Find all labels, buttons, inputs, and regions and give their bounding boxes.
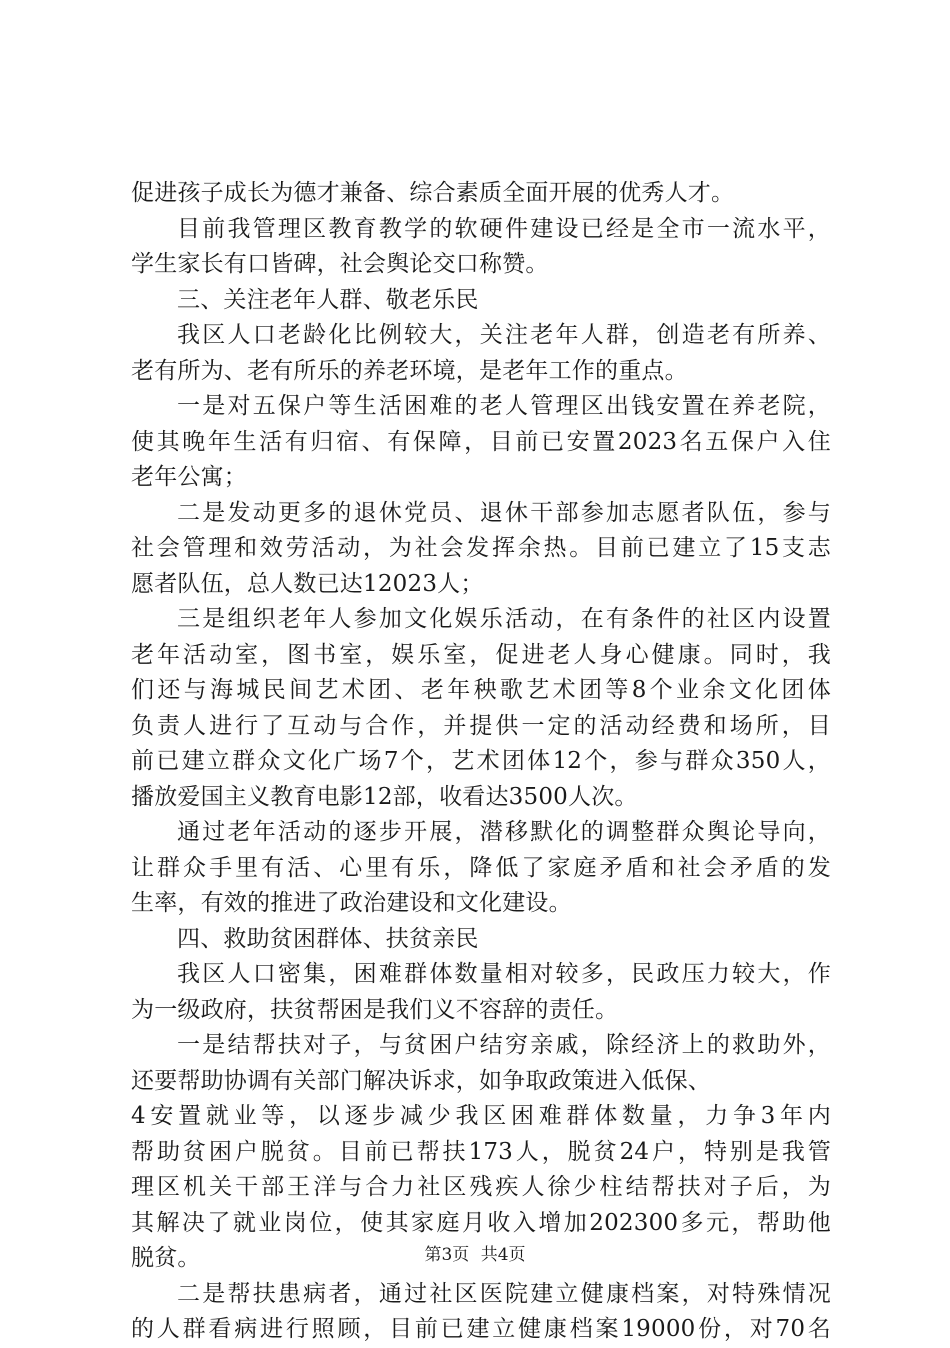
text-line: 负责人进行了互动与合作，并提供一定的活动经费和场所，目 bbox=[131, 712, 831, 739]
text-line: 的人群看病进行照顾，目前已建立健康档案19000份，对70名 bbox=[131, 1316, 831, 1342]
page-footer bbox=[0, 1243, 950, 1267]
text-line: 使其晚年生活有归宿、有保障，目前已安置2023名五保户入住 bbox=[131, 428, 831, 455]
text-line: 老年活动室，图书室，娱乐室，促进老人身心健康。同时，我 bbox=[131, 641, 831, 668]
text-line: 前已建立群众文化广场7个，艺术团体12个，参与群众350人， bbox=[131, 748, 831, 774]
text-line: 老年公寓； bbox=[131, 464, 247, 490]
text-line: 促进孩子成长为德才兼备、综合素质全面开展的优秀人才。 bbox=[131, 180, 735, 206]
text-line: 理区机关干部王洋与合力社区残疾人徐少柱结帮扶对子后，为 bbox=[131, 1174, 831, 1200]
text-line: 为一级政府，扶贫帮困是我们义不容辞的责任。 bbox=[131, 996, 619, 1023]
page-total: 共4页 bbox=[480, 1245, 526, 1265]
text-line: 二是帮扶患病者，通过社区医院建立健康档案，对特殊情况 bbox=[177, 1280, 831, 1307]
text-line: 老有所为、老有所乐的养老环境，是老年工作的重点。 bbox=[131, 357, 688, 384]
text-line: 帮助贫困户脱贫。目前已帮扶173人，脱贫24户，特别是我管 bbox=[131, 1138, 831, 1165]
text-line: 社会管理和效劳活动，为社会发挥余热。目前已建立了15支志 bbox=[131, 535, 831, 561]
text-line: 们还与海城民间艺术团、老年秧歌艺术团等8个业余文化团体 bbox=[131, 677, 831, 703]
text-line: 脱贫。 bbox=[131, 1245, 201, 1271]
text-line: 还要帮助协调有关部门解决诉求，如争取政策进入低保、 bbox=[131, 1067, 711, 1094]
text-line: 其解决了就业岗位，使其家庭月收入增加202300多元，帮助他 bbox=[131, 1209, 831, 1236]
text-line: 4安置就业等，以逐步减少我区困难群体数量，力争3年内 bbox=[131, 1103, 831, 1129]
text-line: 二是发动更多的退休党员、退休干部参加志愿者队伍，参与 bbox=[177, 499, 831, 526]
text-line: 愿者队伍，总人数已达12023人； bbox=[131, 570, 484, 597]
text-line: 我区人口密集，困难群体数量相对较多，民政压力较大，作 bbox=[177, 961, 831, 987]
text-line: 四、救助贫困群体、扶贫亲民 bbox=[177, 925, 479, 952]
text-line: 播放爱国主义教育电影12部，收看达3500人次。 bbox=[131, 783, 638, 810]
text-line: 让群众手里有活、心里有乐，降低了家庭矛盾和社会矛盾的发 bbox=[131, 854, 831, 881]
text-line: 通过老年活动的逐步开展，潜移默化的调整群众舆论导向， bbox=[177, 819, 831, 845]
document-body bbox=[131, 176, 831, 1348]
text-line: 目前我管理区教育教学的软硬件建设已经是全市一流水平， bbox=[177, 215, 831, 242]
text-line: 三是组织老年人参加文化娱乐活动，在有条件的社区内设置 bbox=[177, 606, 831, 632]
page-number: 第3页 bbox=[424, 1245, 470, 1265]
text-line: 一是结帮扶对子，与贫困户结穷亲戚，除经济上的救助外， bbox=[177, 1032, 831, 1058]
text-line: 三、关注老年人群、敬老乐民 bbox=[177, 286, 479, 313]
text-line: 生率，有效的推进了政治建设和文化建设。 bbox=[131, 890, 572, 916]
text-line: 我区人口老龄化比例较大，关注老年人群，创造老有所养、 bbox=[177, 322, 831, 348]
text-line: 一是对五保户等生活困难的老人管理区出钱安置在养老院， bbox=[177, 393, 831, 419]
text-line: 学生家长有口皆碑，社会舆论交口称赞。 bbox=[131, 251, 549, 277]
